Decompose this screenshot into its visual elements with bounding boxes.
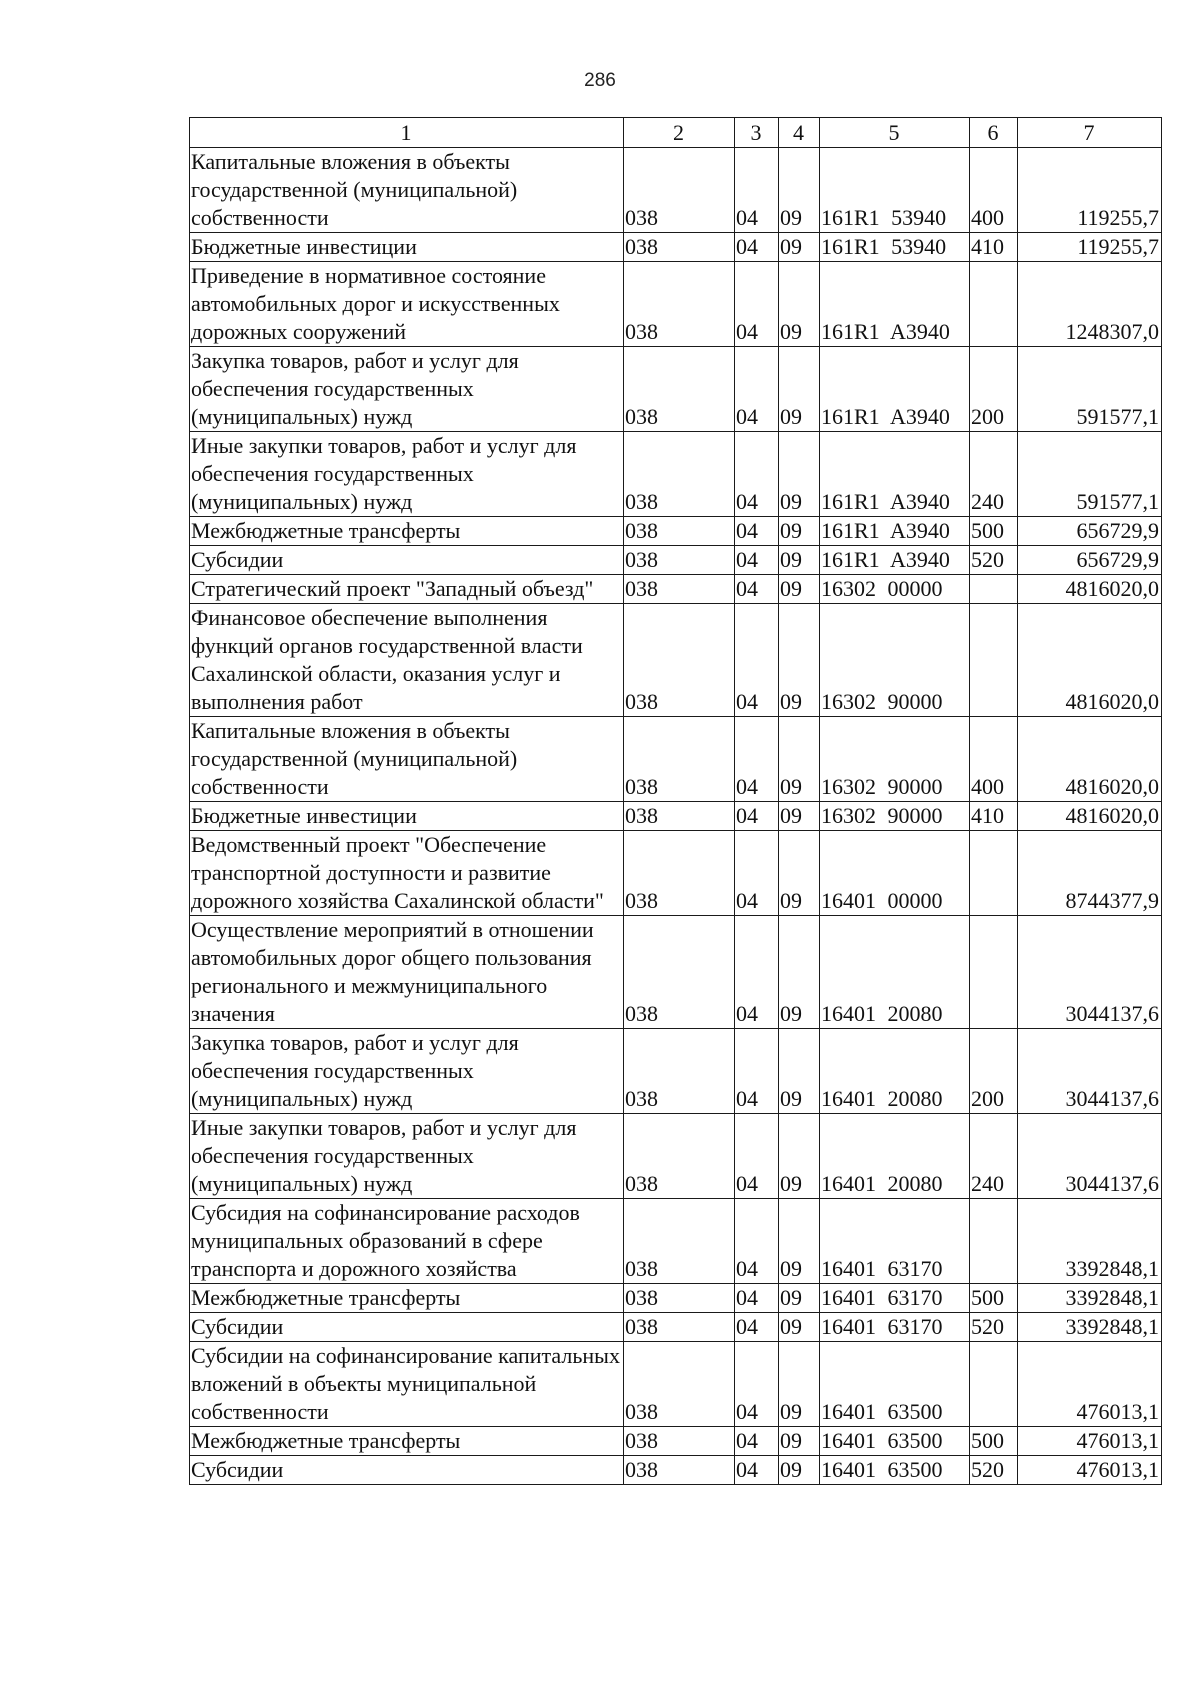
code-cell-3: 04 [735,1029,779,1114]
code-cell-6: 500 [970,1427,1018,1456]
code-cell-6: 400 [970,717,1018,802]
code-cell-5: 16302 00000 [820,575,970,604]
code-cell-6: 500 [970,1284,1018,1313]
table-row [190,517,1162,546]
code-cell-6 [970,604,1018,717]
name-cell: Осуществление мероприятий в отношении автомобильных дорог общего пользования регионального и межмуниципального значения [190,916,624,1029]
code-cell-5: 16401 63170 [820,1313,970,1342]
code-cell-2: 038 [624,831,735,916]
code-cell-3: 04 [735,432,779,517]
amount-cell: 119255,7 [1018,233,1162,262]
header-cell: 5 [820,118,970,148]
code-cell-3: 04 [735,148,779,233]
code-cell-5: 161R1 A3940 [820,432,970,517]
table-row [190,432,1162,517]
name-cell: Субсидии на софинансирование капитальных вложений в объекты муниципальной собственности [190,1342,624,1427]
code-cell-5: 16401 63500 [820,1342,970,1427]
code-cell-3: 04 [735,1313,779,1342]
code-cell-5: 16401 63170 [820,1199,970,1284]
table-row [190,1199,1162,1284]
code-cell-3: 04 [735,802,779,831]
amount-cell: 476013,1 [1018,1427,1162,1456]
code-cell-3: 04 [735,1199,779,1284]
code-cell-4: 09 [779,148,820,233]
table-row [190,546,1162,575]
table-row [190,1029,1162,1114]
code-cell-4: 09 [779,1342,820,1427]
code-cell-3: 04 [735,233,779,262]
code-cell-3: 04 [735,831,779,916]
code-cell-2: 038 [624,517,735,546]
table-row [190,1427,1162,1456]
code-cell-4: 09 [779,802,820,831]
amount-cell: 476013,1 [1018,1456,1162,1485]
code-cell-2: 038 [624,1342,735,1427]
table-row [190,802,1162,831]
name-cell: Межбюджетные трансферты [190,517,624,546]
amount-cell: 591577,1 [1018,432,1162,517]
code-cell-2: 038 [624,1114,735,1199]
code-cell-5: 161R1 53940 [820,233,970,262]
name-cell: Приведение в нормативное состояние автомобильных дорог и искусственных дорожных сооружений [190,262,624,347]
amount-cell: 3044137,6 [1018,916,1162,1029]
code-cell-5: 16401 63170 [820,1284,970,1313]
code-cell-2: 038 [624,1427,735,1456]
table-row [190,575,1162,604]
code-cell-6 [970,916,1018,1029]
header-cell: 6 [970,118,1018,148]
code-cell-4: 09 [779,262,820,347]
code-cell-2: 038 [624,148,735,233]
code-cell-3: 04 [735,1114,779,1199]
header-cell: 3 [735,118,779,148]
amount-cell: 119255,7 [1018,148,1162,233]
name-cell: Бюджетные инвестиции [190,233,624,262]
code-cell-3: 04 [735,347,779,432]
table-row [190,1313,1162,1342]
code-cell-2: 038 [624,1029,735,1114]
code-cell-6: 240 [970,1114,1018,1199]
code-cell-5: 16401 63500 [820,1456,970,1485]
header-cell: 7 [1018,118,1162,148]
code-cell-2: 038 [624,262,735,347]
name-cell: Субсидии [190,546,624,575]
table-row [190,262,1162,347]
table-row [190,233,1162,262]
table-row [190,1114,1162,1199]
code-cell-6: 520 [970,1313,1018,1342]
amount-cell: 3392848,1 [1018,1199,1162,1284]
amount-cell: 656729,9 [1018,517,1162,546]
code-cell-4: 09 [779,604,820,717]
name-cell: Межбюджетные трансферты [190,1284,624,1313]
code-cell-6 [970,831,1018,916]
code-cell-3: 04 [735,575,779,604]
name-cell: Стратегический проект "Западный объезд" [190,575,624,604]
code-cell-2: 038 [624,347,735,432]
code-cell-6 [970,1199,1018,1284]
header-cell: 2 [624,118,735,148]
name-cell: Межбюджетные трансферты [190,1427,624,1456]
table-row [190,1456,1162,1485]
amount-cell: 3044137,6 [1018,1114,1162,1199]
amount-cell: 3392848,1 [1018,1313,1162,1342]
table-row [190,831,1162,916]
code-cell-4: 09 [779,1114,820,1199]
code-cell-5: 16401 63500 [820,1427,970,1456]
code-cell-6 [970,262,1018,347]
name-cell: Ведомственный проект "Обеспечение транспортной доступности и развитие дорожного хозяйства Сахалинской области" [190,831,624,916]
name-cell: Субсидии [190,1456,624,1485]
code-cell-3: 04 [735,1456,779,1485]
code-cell-5: 161R1 A3940 [820,262,970,347]
code-cell-2: 038 [624,432,735,517]
name-cell: Субсидии [190,1313,624,1342]
page-number: 286 [584,70,616,91]
code-cell-6: 410 [970,802,1018,831]
code-cell-6: 200 [970,347,1018,432]
table-row [190,347,1162,432]
code-cell-3: 04 [735,546,779,575]
name-cell: Закупка товаров, работ и услуг для обеспечения государственных (муниципальных) нужд [190,347,624,432]
amount-cell: 476013,1 [1018,1342,1162,1427]
amount-cell: 4816020,0 [1018,802,1162,831]
name-cell: Финансовое обеспечение выполнения функций органов государственной власти Сахалинской области, оказания услуг и выполнения работ [190,604,624,717]
name-cell: Капитальные вложения в объекты государственной (муниципальной) собственности [190,717,624,802]
table-row [190,604,1162,717]
amount-cell: 8744377,9 [1018,831,1162,916]
code-cell-3: 04 [735,916,779,1029]
code-cell-5: 161R1 A3940 [820,546,970,575]
code-cell-2: 038 [624,1284,735,1313]
code-cell-4: 09 [779,575,820,604]
code-cell-4: 09 [779,831,820,916]
code-cell-4: 09 [779,916,820,1029]
code-cell-4: 09 [779,1313,820,1342]
code-cell-5: 16401 00000 [820,831,970,916]
code-cell-4: 09 [779,1427,820,1456]
code-cell-3: 04 [735,1427,779,1456]
amount-cell: 591577,1 [1018,347,1162,432]
code-cell-5: 161R1 A3940 [820,517,970,546]
name-cell: Закупка товаров, работ и услуг для обеспечения государственных (муниципальных) нужд [190,1029,624,1114]
amount-cell: 4816020,0 [1018,575,1162,604]
code-cell-6 [970,575,1018,604]
code-cell-2: 038 [624,1313,735,1342]
name-cell: Бюджетные инвестиции [190,802,624,831]
code-cell-5: 16401 20080 [820,1114,970,1199]
header-row [190,118,1162,148]
code-cell-2: 038 [624,604,735,717]
code-cell-4: 09 [779,517,820,546]
code-cell-6: 200 [970,1029,1018,1114]
name-cell: Иные закупки товаров, работ и услуг для обеспечения государственных (муниципальных) нужд [190,1114,624,1199]
code-cell-5: 161R1 53940 [820,148,970,233]
code-cell-3: 04 [735,1342,779,1427]
name-cell: Субсидия на софинансирование расходов муниципальных образований в сфере транспорта и дорожного хозяйства [190,1199,624,1284]
code-cell-5: 16302 90000 [820,717,970,802]
table-row [190,916,1162,1029]
code-cell-4: 09 [779,432,820,517]
code-cell-6: 240 [970,432,1018,517]
code-cell-2: 038 [624,233,735,262]
amount-cell: 3044137,6 [1018,1029,1162,1114]
code-cell-4: 09 [779,1284,820,1313]
table-row [190,717,1162,802]
amount-cell: 656729,9 [1018,546,1162,575]
amount-cell: 3392848,1 [1018,1284,1162,1313]
code-cell-5: 161R1 A3940 [820,347,970,432]
header-cell: 4 [779,118,820,148]
code-cell-2: 038 [624,575,735,604]
name-cell: Иные закупки товаров, работ и услуг для обеспечения государственных (муниципальных) нужд [190,432,624,517]
code-cell-2: 038 [624,1456,735,1485]
code-cell-2: 038 [624,717,735,802]
code-cell-4: 09 [779,1029,820,1114]
code-cell-5: 16401 20080 [820,916,970,1029]
code-cell-5: 16302 90000 [820,604,970,717]
code-cell-6: 500 [970,517,1018,546]
code-cell-6: 410 [970,233,1018,262]
amount-cell: 4816020,0 [1018,717,1162,802]
header-cell: 1 [190,118,624,148]
code-cell-4: 09 [779,233,820,262]
code-cell-3: 04 [735,262,779,347]
code-cell-3: 04 [735,717,779,802]
code-cell-4: 09 [779,1199,820,1284]
code-cell-4: 09 [779,1456,820,1485]
table-row [190,1342,1162,1427]
code-cell-2: 038 [624,546,735,575]
code-cell-5: 16302 90000 [820,802,970,831]
code-cell-2: 038 [624,802,735,831]
code-cell-6: 520 [970,546,1018,575]
code-cell-3: 04 [735,1284,779,1313]
code-cell-2: 038 [624,916,735,1029]
code-cell-6: 400 [970,148,1018,233]
code-cell-6: 520 [970,1456,1018,1485]
budget-table [189,117,1162,1485]
table-row [190,1284,1162,1313]
table-row [190,148,1162,233]
code-cell-6 [970,1342,1018,1427]
name-cell: Капитальные вложения в объекты государственной (муниципальной) собственности [190,148,624,233]
code-cell-4: 09 [779,717,820,802]
code-cell-5: 16401 20080 [820,1029,970,1114]
code-cell-4: 09 [779,347,820,432]
amount-cell: 1248307,0 [1018,262,1162,347]
code-cell-4: 09 [779,546,820,575]
code-cell-3: 04 [735,517,779,546]
amount-cell: 4816020,0 [1018,604,1162,717]
code-cell-2: 038 [624,1199,735,1284]
code-cell-3: 04 [735,604,779,717]
